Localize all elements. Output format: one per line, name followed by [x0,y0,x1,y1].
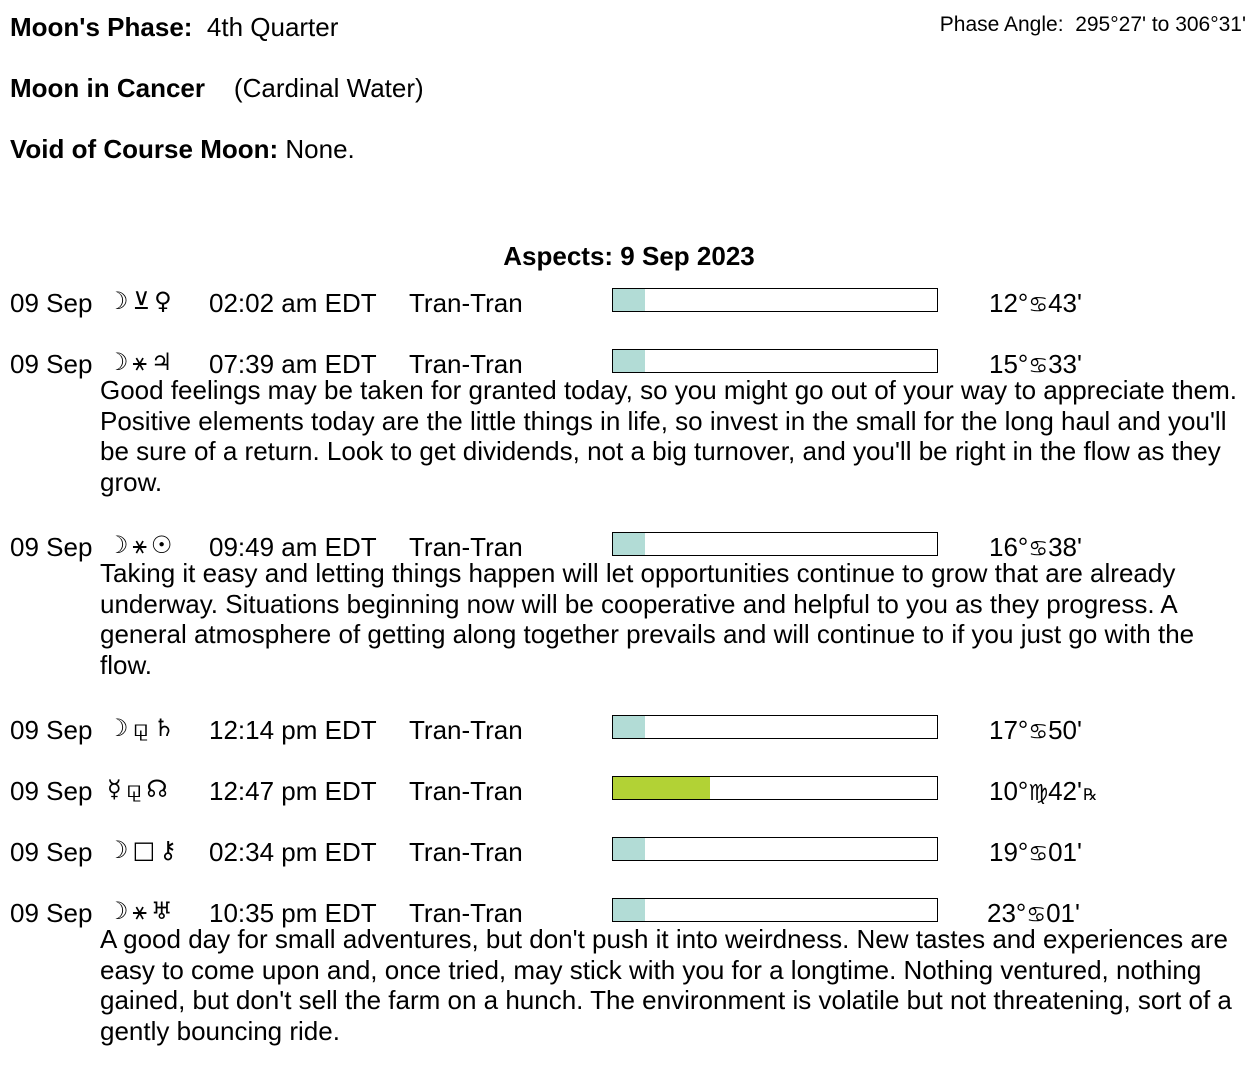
aspect-type: Tran-Tran [409,349,523,379]
aspect-interpretation: Good feelings may be taken for granted today, so you might go out of your way to appreciate them. Positive elements today are the little things in life, so invest in the small for the long haul and you'll be sure of a return. Look to get dividends, not a big turnover, and you'll be right in the flow as they grow. [100,375,1237,497]
aspect-entry [0,837,1256,871]
aspect-glyphs: ☽⊻♀ [107,287,176,315]
aspect-time: 02:02 am EDT [209,288,377,318]
position-degree: 19° [989,837,1029,867]
strength-bar [612,349,938,373]
aspect-time: 12:14 pm EDT [209,715,377,745]
aspect-date: 09 Sep [10,776,93,806]
position-degree: 16° [989,532,1029,562]
aspect-interpretation: Taking it easy and letting things happen will let opportunities continue to grow that are already underway. Situations beginning now will be cooperative and helpful to you as they progress. A general atmosphere of getting along together prevails and will continue to if you just go with the flow. [100,558,1195,680]
aspect-interpretation: A good day for small adventures, but don't push it into weirdness. New tastes and experiences are easy to come upon and, once tried, may stick with you for a longtime. Nothing ventured, nothing gained, but don't sell the farm on a hunch. The environment is volatile but not threatening, sort of a gently bouncing ride. [100,924,1232,1046]
void-of-course-line [10,134,355,165]
aspect-time: 09:49 am EDT [209,532,377,562]
moon-sign-line [10,73,424,104]
strength-bar [612,715,938,739]
strength-bar [612,288,938,312]
aspect-entry [0,348,1256,497]
position-degree: 17° [989,715,1029,745]
aspect-date: 09 Sep [10,349,93,379]
phase-angle-label: Phase Angle: [939,13,1064,36]
position-minutes: 01' [1046,898,1080,928]
moon-sign-element: (Cardinal Water) [233,73,424,103]
aspect-type: Tran-Tran [409,776,523,806]
aspect-type: Tran-Tran [409,898,523,928]
aspect-date: 09 Sep [10,288,93,318]
aspect-entry [0,776,1256,810]
zodiac-sign-icon: ♋ [1028,720,1049,745]
aspect-type: Tran-Tran [409,532,523,562]
strength-bar-fill [613,899,645,921]
aspect-time: 12:47 pm EDT [209,776,377,806]
aspect-glyphs: ☿⚼☊ [107,775,172,803]
aspect-row [0,776,1256,810]
position-minutes: 42' [1048,776,1082,806]
aspect-type: Tran-Tran [409,837,523,867]
position-minutes: 38' [1048,532,1082,562]
aspect-entry [0,897,1256,1046]
position-minutes: 43' [1048,288,1082,318]
position-minutes: 50' [1048,715,1082,745]
aspect-date: 09 Sep [10,898,93,928]
moon-sign-label: Moon in Cancer [10,73,206,103]
aspect-row [0,715,1256,749]
position-degree: 23° [987,898,1027,928]
aspect-time: 02:34 pm EDT [209,837,377,867]
aspect-type: Tran-Tran [409,288,523,318]
aspect-entry [0,715,1256,749]
void-of-course-label: Void of Course Moon: [10,134,279,164]
aspect-position [989,837,1082,868]
aspects-title: Aspects: 9 Sep 2023 [503,241,755,271]
strength-bar-fill [613,533,645,555]
zodiac-sign-icon: ♋ [1028,842,1049,867]
strength-bar [612,837,938,861]
phase-angle-value: 295°27' to 306°31' [1075,13,1246,36]
retrograde-icon: ℞ [1082,785,1098,804]
strength-bar [612,532,938,556]
aspect-position [989,715,1082,746]
strength-bar-fill [613,838,645,860]
aspect-position [989,776,1097,807]
strength-bar-fill [613,289,645,311]
strength-bar [612,898,938,922]
void-of-course-value: None. [285,134,355,164]
aspect-date: 09 Sep [10,837,93,867]
strength-bar [612,776,938,800]
aspect-date: 09 Sep [10,715,93,745]
zodiac-sign-icon: ♋ [1026,903,1047,928]
moon-phase-value: 4th Quarter [206,12,339,42]
position-minutes: 33' [1048,349,1082,379]
zodiac-sign-icon: ♋ [1028,354,1049,379]
aspect-date: 09 Sep [10,532,93,562]
strength-bar-fill [613,350,645,372]
position-minutes: 01' [1048,837,1082,867]
zodiac-sign-icon: ♋ [1028,293,1049,318]
zodiac-sign-icon: ♋ [1028,537,1049,562]
moon-phase-label: Moon's Phase: [10,12,193,42]
aspect-time: 10:35 pm EDT [209,898,377,928]
phase-angle [940,13,1246,37]
aspect-glyphs: ☽⚼♄ [107,714,179,742]
moon-phase-line [10,12,338,43]
aspect-glyphs: ☽□⚷ [107,836,181,864]
strength-bar-fill [613,777,710,799]
aspect-position [989,288,1082,319]
position-degree: 12° [989,288,1029,318]
aspect-glyphs: ☽⚹♅ [107,897,177,925]
aspect-type: Tran-Tran [409,715,523,745]
aspect-glyphs: ☽⚹☉ [107,531,177,559]
position-degree: 10° [989,776,1029,806]
aspect-glyphs: ☽⚹♃ [107,348,177,376]
aspect-row [0,837,1256,871]
aspect-entry [0,288,1256,322]
aspect-row [0,288,1256,322]
position-degree: 15° [989,349,1029,379]
strength-bar-fill [613,716,645,738]
aspect-time: 07:39 am EDT [209,349,377,379]
aspect-entry [0,531,1256,680]
zodiac-sign-icon: ♍ [1028,781,1049,806]
